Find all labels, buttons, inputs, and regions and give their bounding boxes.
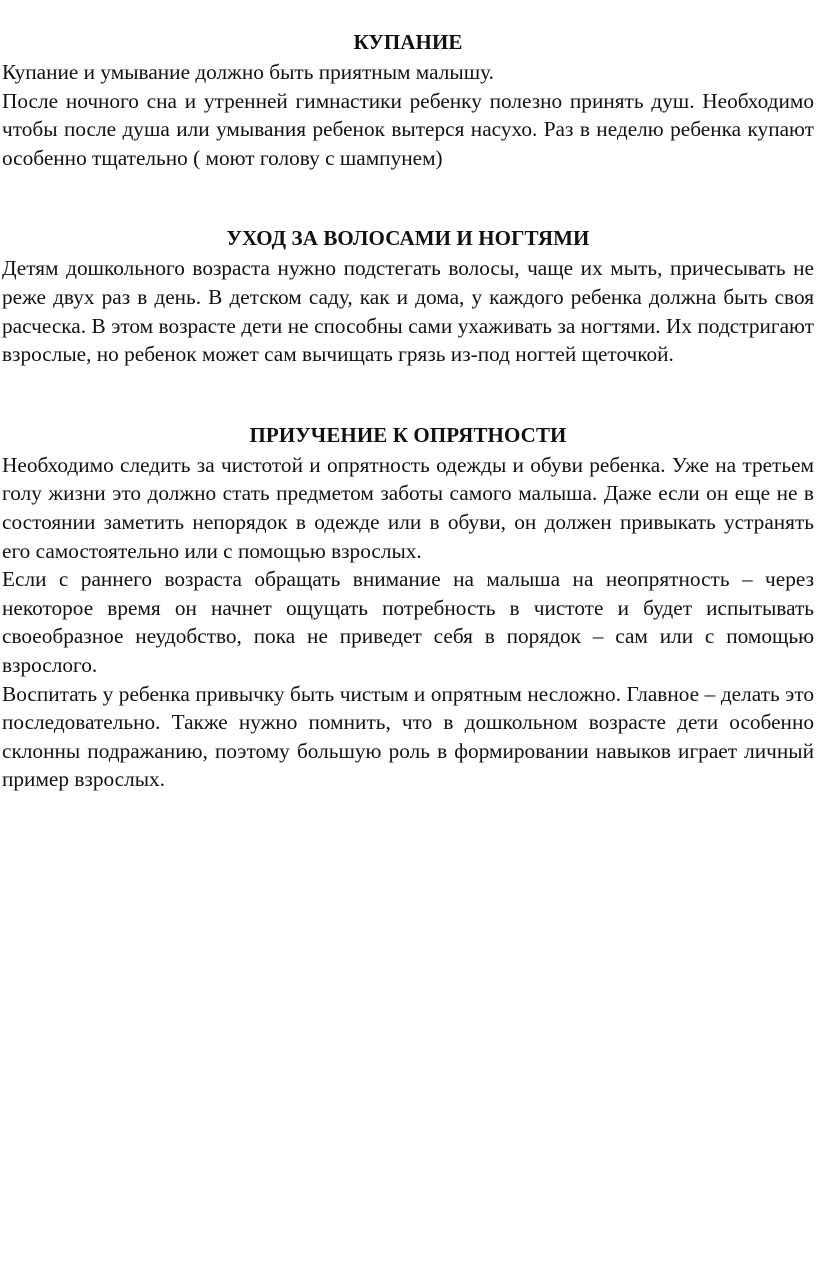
section-bathing xyxy=(2,26,814,172)
paragraph: Необходимо следить за чистотой и опрятность одежды и обуви ребенка. Уже на третьем голу жизни это должно стать предметом заботы самого малыша. Даже если он еще не в состоянии заметить непорядок в одежде или в обуви, он должен привыкать устранять его самостоятельно или с помощью взрослых. xyxy=(2,452,814,563)
paragraph: Если с раннего возраста обращать внимание на малыша на неопрятность – через некоторое время он начнет ощущать потребность в чистоте и будет испытывать своеобразное неудобство, пока не приведет себя в порядок – сам или с помощью взрослого. xyxy=(2,567,814,677)
section-neatness xyxy=(2,419,814,794)
spacer xyxy=(2,172,814,222)
spacer xyxy=(2,369,814,419)
paragraph: После ночного сна и утренней гимнастики ребенку полезно принять душ. Необходимо чтобы после душа или умывания ребенок вытерся насухо. Раз в неделю ребенка купают особенно тщательно ( моют голову с шампунем) xyxy=(2,88,814,170)
paragraph: Детям дошкольного возраста нужно подстегать волосы, чаще их мыть, причесывать не реже двух раз в день. В детском саду, как и дома, у каждого ребенка должна быть своя расческа. В этом возрасте дети не способны сами ухаживать за ногтями. Их подстригают взрослые, но ребенок может сам вычищать грязь из-под ногтей щеточкой. xyxy=(2,256,814,367)
paragraph: Воспитать у ребенка привычку быть чистым и опрятным несложно. Главное – делать это последовательно. Также нужно помнить, что в дошкольном возрасте дети особенно склонны подражанию, поэтому большую роль в формировании навыков играет личный пример взрослых. xyxy=(2,681,814,792)
section-title-neatness: ПРИУЧЕНИЕ К ОПРЯТНОСТИ xyxy=(249,422,567,447)
document-page xyxy=(2,26,814,794)
section-title-hair-nails: УХОД ЗА ВОЛОСАМИ И НОГТЯМИ xyxy=(226,226,590,251)
section-title-bathing: КУПАНИЕ xyxy=(353,30,463,54)
section-hair-nails xyxy=(2,222,814,368)
paragraph: Купание и умывание должно быть приятным малышу. xyxy=(2,60,494,84)
